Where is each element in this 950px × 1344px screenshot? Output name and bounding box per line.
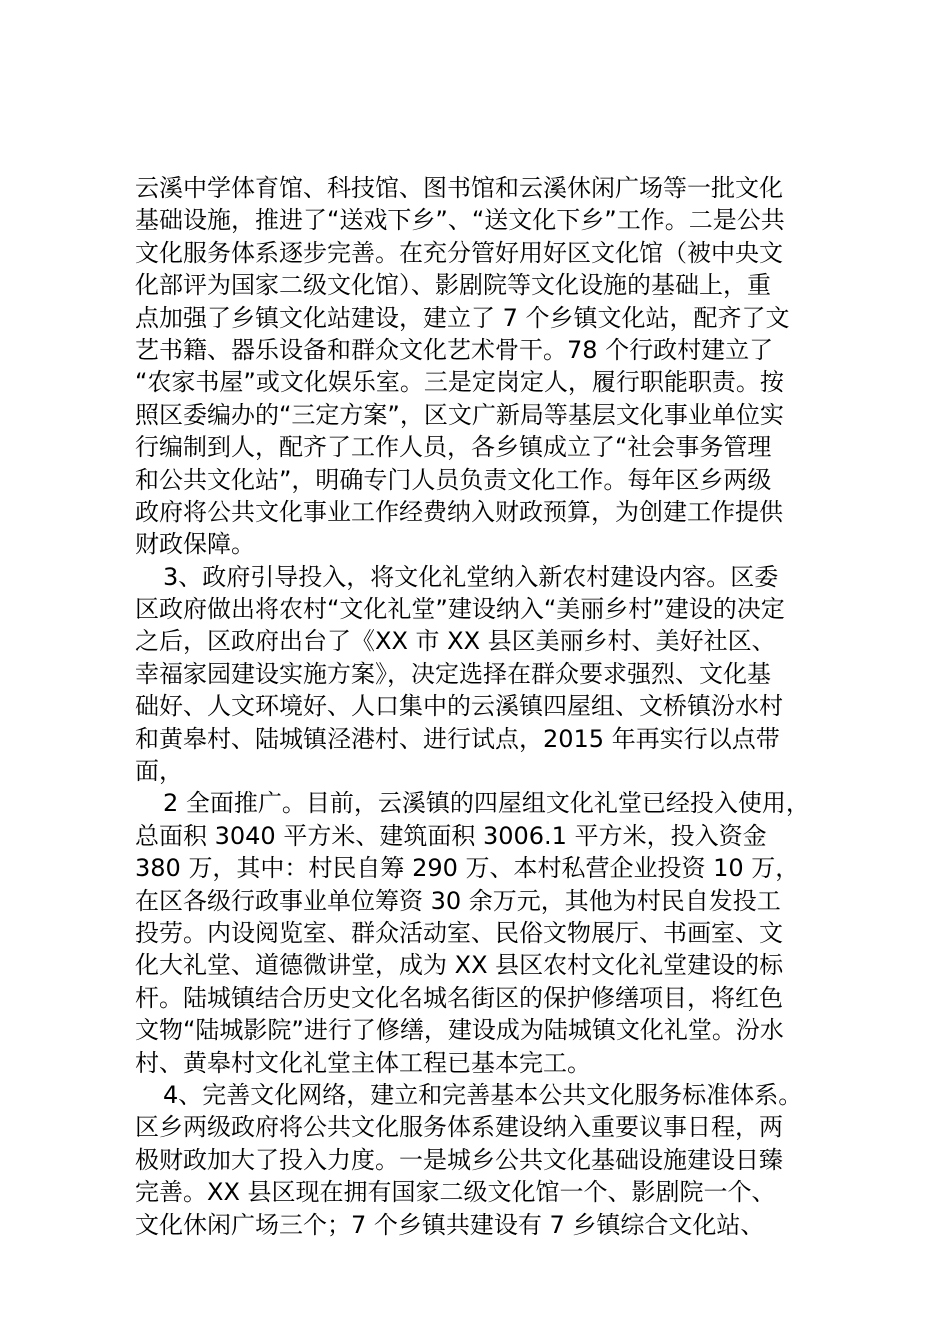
text-line: 村、黄皋村文化礼堂主体工程已基本完工。 [135, 1048, 591, 1077]
text-line: 础好、人文环境好、人口集中的云溪镇四屋组、文桥镇汾水村 [135, 692, 783, 721]
text-line: 点加强了乡镇文化站建设，建立了 7 个乡镇文化站，配齐了文 [135, 303, 790, 332]
text-line: 完善。XX 县区现在拥有国家二级文化馆一个、影剧院一个、 [135, 1178, 776, 1207]
text-line: 极财政加大了投入力度。一是城乡公共文化基础设施建设日臻 [135, 1145, 783, 1174]
text-line: 面， [135, 757, 183, 786]
text-line: “农家书屋”或文化娱乐室。三是定岗定人，履行职能职责。按 [135, 368, 784, 397]
text-line: 文化服务体系逐步完善。在充分管好用好区文化馆（被中央文 [135, 238, 783, 267]
text-line: 文物“陆城影院”进行了修缮，建设成为陆城镇文化礼堂。汾水 [135, 1016, 784, 1045]
text-line: 化部评为国家二级文化馆）、影剧院等文化设施的基础上，重 [135, 271, 771, 300]
text-line: 总面积 3040 平方米、建筑面积 3006.1 平方米，投入资金 [135, 821, 767, 850]
text-line: 基础设施，推进了“送戏下乡”、“送文化下乡”工作。二是公共 [135, 206, 785, 235]
text-line: 艺书籍、器乐设备和群众文化艺术骨干。78 个行政村建立了 [135, 335, 774, 364]
text-line: 和公共文化站”，明确专门人员负责文化工作。每年区乡两级 [135, 465, 772, 494]
text-line: 区政府做出将农村“文化礼堂”建设纳入“美丽乡村”建设的决定 [135, 595, 785, 624]
text-line: 政府将公共文化事业工作经费纳入财政预算，为创建工作提供 [135, 497, 783, 526]
text-line: 在区各级行政事业单位筹资 30 余万元，其他为村民自发投工 [135, 886, 781, 915]
paragraph-start-line: 2 全面推广。目前，云溪镇的四屋组文化礼堂已经投入使用， [163, 789, 810, 818]
text-line: 之后，区政府出台了《XX 市 XX 县区美丽乡村、美好社区、 [135, 627, 776, 656]
text-line: 380 万，其中：村民自筹 290 万、本村私营企业投资 10 万， [135, 854, 800, 883]
text-line: 幸福家园建设实施方案》，决定选择在群众要求强烈、文化基 [135, 659, 771, 688]
text-line: 和黄皋村、陆城镇泾港村、进行试点，2015 年再实行以点带 [135, 724, 780, 753]
text-line: 云溪中学体育馆、科技馆、图书馆和云溪休闲广场等一批文化 [135, 174, 783, 202]
text-line: 区乡两级政府将公共文化服务体系建设纳入重要议事日程，两 [135, 1113, 783, 1142]
text-line: 杆。陆城镇结合历史文化名城名街区的保护修缮项目，将红色 [135, 983, 783, 1012]
paragraph-start-line: 3、政府引导投入，将文化礼堂纳入新农村建设内容。区委 [163, 562, 779, 591]
text-line: 文化休闲广场三个；7 个乡镇共建设有 7 乡镇综合文化站、 [135, 1210, 765, 1239]
text-line: 照区委编办的“三定方案”，区文广新局等基层文化事业单位实 [135, 400, 784, 429]
text-line: 化大礼堂、道德微讲堂，成为 XX 县区农村文化礼堂建设的标 [135, 951, 784, 980]
paragraph-start-line: 4、完善文化网络，建立和完善基本公共文化服务标准体系。 [163, 1080, 803, 1109]
text-line: 财政保障。 [135, 530, 255, 559]
body-text [135, 172, 855, 1241]
text-line: 投劳。内设阅览室、群众活动室、民俗文物展厅、书画室、文 [135, 918, 783, 947]
text-line: 行编制到人，配齐了工作人员，各乡镇成立了“社会事务管理 [135, 433, 772, 462]
